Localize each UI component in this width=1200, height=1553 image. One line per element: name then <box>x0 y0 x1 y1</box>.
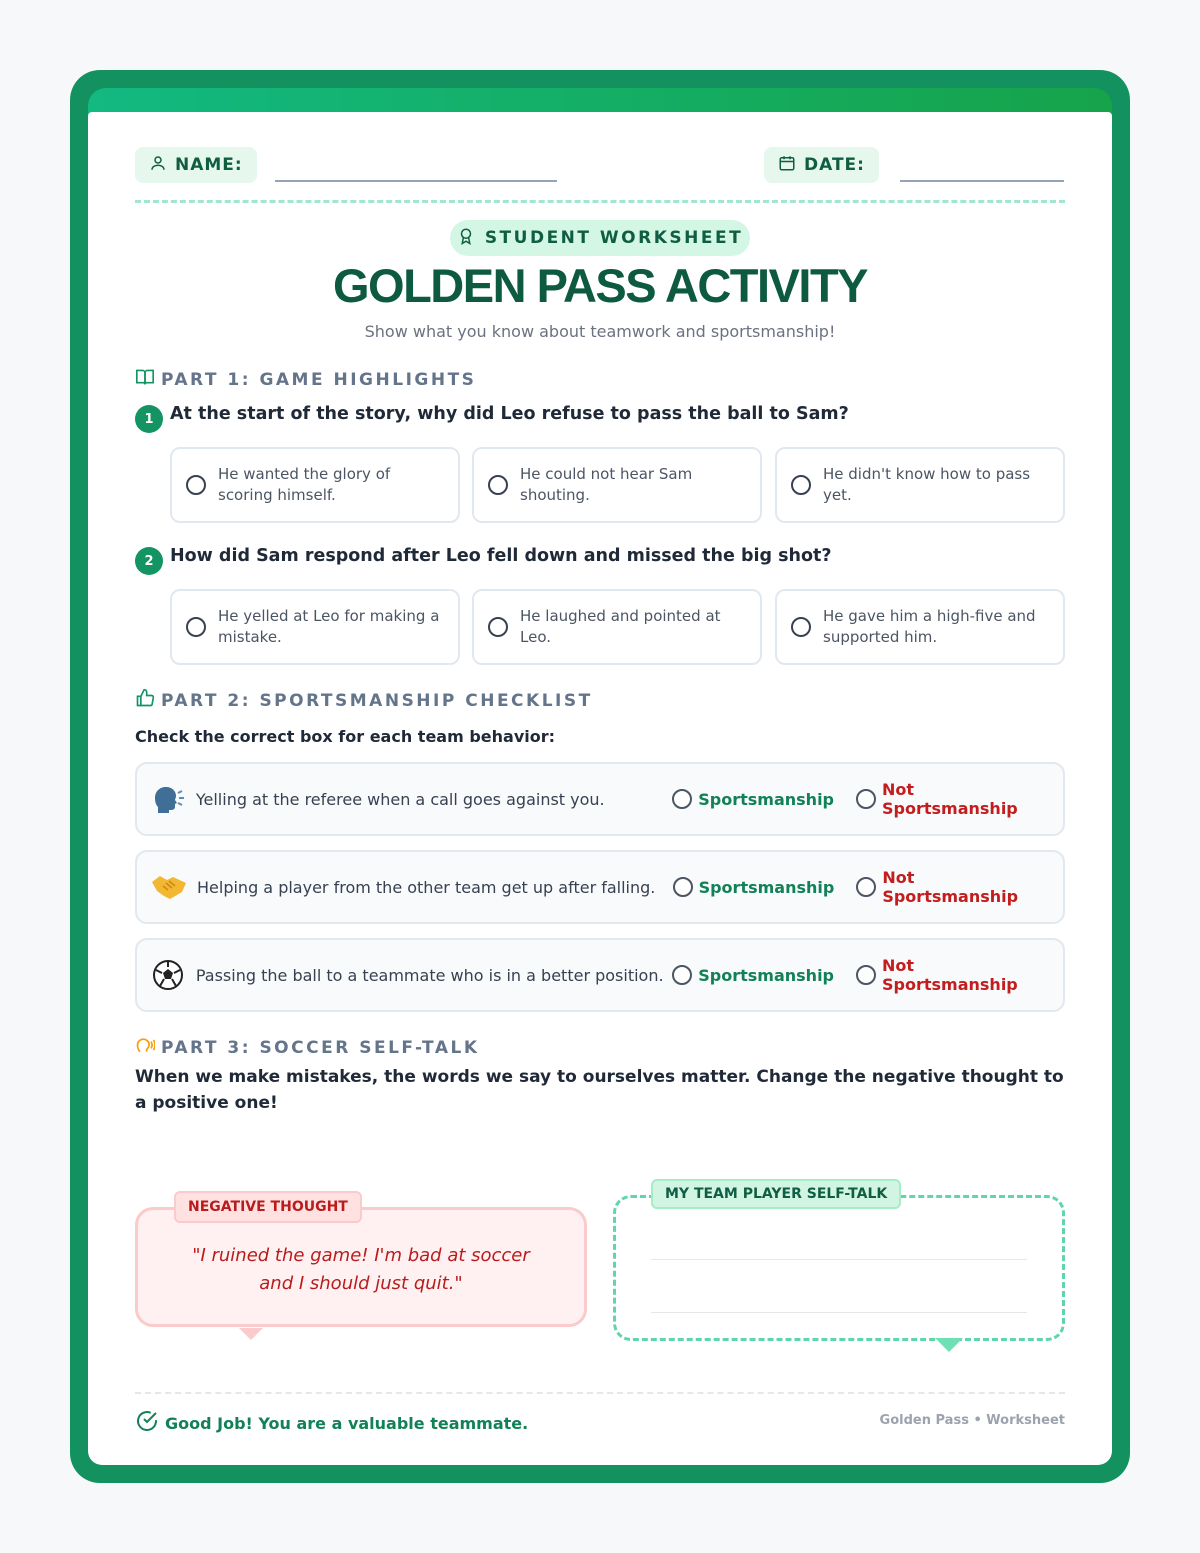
writing-line[interactable] <box>651 1259 1027 1260</box>
not-sportsmanship-label: Not Sportsmanship <box>882 780 1018 818</box>
answer-option[interactable] <box>170 447 460 523</box>
radio-button[interactable] <box>672 789 692 809</box>
sportsmanship-choice[interactable] <box>672 789 834 809</box>
answer-option[interactable] <box>170 589 460 665</box>
sportsmanship-label: Sportsmanship <box>698 789 835 809</box>
radio-button[interactable] <box>673 877 693 897</box>
behavior-text: Yelling at the referee when a call goes against you. <box>195 789 605 809</box>
page-title: GOLDEN PASS ACTIVITY <box>332 259 868 312</box>
check-circle-icon <box>135 1409 159 1437</box>
calendar-icon <box>778 154 796 177</box>
checklist-row <box>135 762 1065 836</box>
radio-button[interactable] <box>856 789 876 809</box>
checklist-row <box>135 850 1065 924</box>
speaking-head-icon <box>151 781 186 817</box>
name-label: NAME: <box>175 155 243 175</box>
sportsmanship-label: Sportsmanship <box>698 877 835 897</box>
worksheet-paper <box>88 112 1112 1465</box>
sportsmanship-label: Sportsmanship <box>698 965 835 985</box>
question-number: 1 <box>135 405 163 433</box>
page-subtitle: Show what you know about teamwork and sportsmanship! <box>364 322 836 341</box>
soccer-ball-icon <box>151 957 186 993</box>
date-label: DATE: <box>804 155 865 175</box>
answer-option[interactable] <box>775 447 1065 523</box>
option-text: He could not hear Sam shouting. <box>520 465 693 504</box>
radio-button[interactable] <box>856 965 876 985</box>
date-chip <box>764 147 879 183</box>
not-sportsmanship-choice[interactable] <box>856 956 1049 994</box>
footer-credit: Golden Pass • Worksheet <box>879 1413 1065 1428</box>
checklist-instruction: Check the correct box for each team behavior: <box>135 727 556 746</box>
name-field[interactable] <box>275 180 557 182</box>
not-sportsmanship-label: Not Sportsmanship <box>882 956 1018 994</box>
badge-label: STUDENT WORKSHEET <box>484 228 744 248</box>
answer-option[interactable] <box>775 589 1065 665</box>
question-text: At the start of the story, why did Leo refuse to pass the ball to Sam? <box>170 404 849 424</box>
negative-thought-text: "I ruined the game! I'm bad at soccer and I should just quit." <box>192 1245 530 1294</box>
not-sportsmanship-choice[interactable] <box>856 780 1049 818</box>
part3-heading-text: PART 3: SOCCER SELF-TALK <box>161 1037 480 1058</box>
sportsmanship-choice[interactable] <box>672 965 834 985</box>
radio-button[interactable] <box>856 877 876 897</box>
radio-button[interactable] <box>791 617 811 637</box>
radio-button[interactable] <box>186 475 206 495</box>
award-icon <box>457 226 475 251</box>
checklist-row <box>135 938 1065 1012</box>
voice-icon <box>135 1035 155 1060</box>
positive-self-talk-tag: MY TEAM PLAYER SELF-TALK <box>651 1179 901 1209</box>
bubble-tail <box>935 1338 963 1352</box>
worksheet-badge <box>450 220 750 256</box>
not-sportsmanship-label: Not Sportsmanship <box>882 868 1019 906</box>
name-chip <box>135 147 257 183</box>
footer-message <box>135 1409 528 1437</box>
answer-option[interactable] <box>472 589 762 665</box>
part3-heading <box>135 1035 480 1060</box>
not-sportsmanship-choice[interactable] <box>856 868 1049 906</box>
book-icon <box>135 368 155 391</box>
footer-message-text: Good Job! You are a valuable teammate. <box>165 1413 529 1433</box>
question-text: How did Sam respond after Leo fell down and missed the big shot? <box>170 546 832 566</box>
option-text: He laughed and pointed at Leo. <box>520 607 721 646</box>
option-text: He didn't know how to pass yet. <box>823 465 1031 504</box>
self-talk-intro: When we make mistakes, the words we say to ourselves matter. Change the negative thought to a positive one! <box>135 1067 1064 1113</box>
user-icon <box>149 154 167 177</box>
radio-button[interactable] <box>186 617 206 637</box>
option-text: He gave him a high-five and supported him. <box>823 607 1036 646</box>
radio-button[interactable] <box>488 475 508 495</box>
part1-heading-text: PART 1: GAME HIGHLIGHTS <box>161 369 477 390</box>
behavior-text: Helping a player from the other team get up after falling. <box>197 877 656 897</box>
option-text: He yelled at Leo for making a mistake. <box>218 607 440 646</box>
negative-thought-tag: NEGATIVE THOUGHT <box>174 1191 362 1223</box>
header-divider <box>135 200 1065 203</box>
writing-line[interactable] <box>651 1312 1027 1313</box>
bubble-tail <box>239 1328 263 1340</box>
question-number: 2 <box>135 547 163 575</box>
radio-button[interactable] <box>488 617 508 637</box>
option-text: He wanted the glory of scoring himself. <box>218 465 391 504</box>
behavior-text: Passing the ball to a teammate who is in a better position. <box>195 965 664 985</box>
part2-heading <box>135 688 593 713</box>
positive-self-talk-box[interactable] <box>613 1195 1065 1341</box>
part1-heading <box>135 368 476 391</box>
worksheet-frame <box>70 70 1130 1483</box>
part2-heading-text: PART 2: SPORTSMANSHIP CHECKLIST <box>161 690 593 711</box>
thumbs-up-icon <box>135 688 155 713</box>
sportsmanship-choice[interactable] <box>673 877 835 897</box>
date-field[interactable] <box>900 180 1064 182</box>
footer-divider <box>135 1392 1065 1394</box>
handshake-icon <box>151 869 187 905</box>
radio-button[interactable] <box>791 475 811 495</box>
answer-option[interactable] <box>472 447 762 523</box>
radio-button[interactable] <box>672 965 692 985</box>
